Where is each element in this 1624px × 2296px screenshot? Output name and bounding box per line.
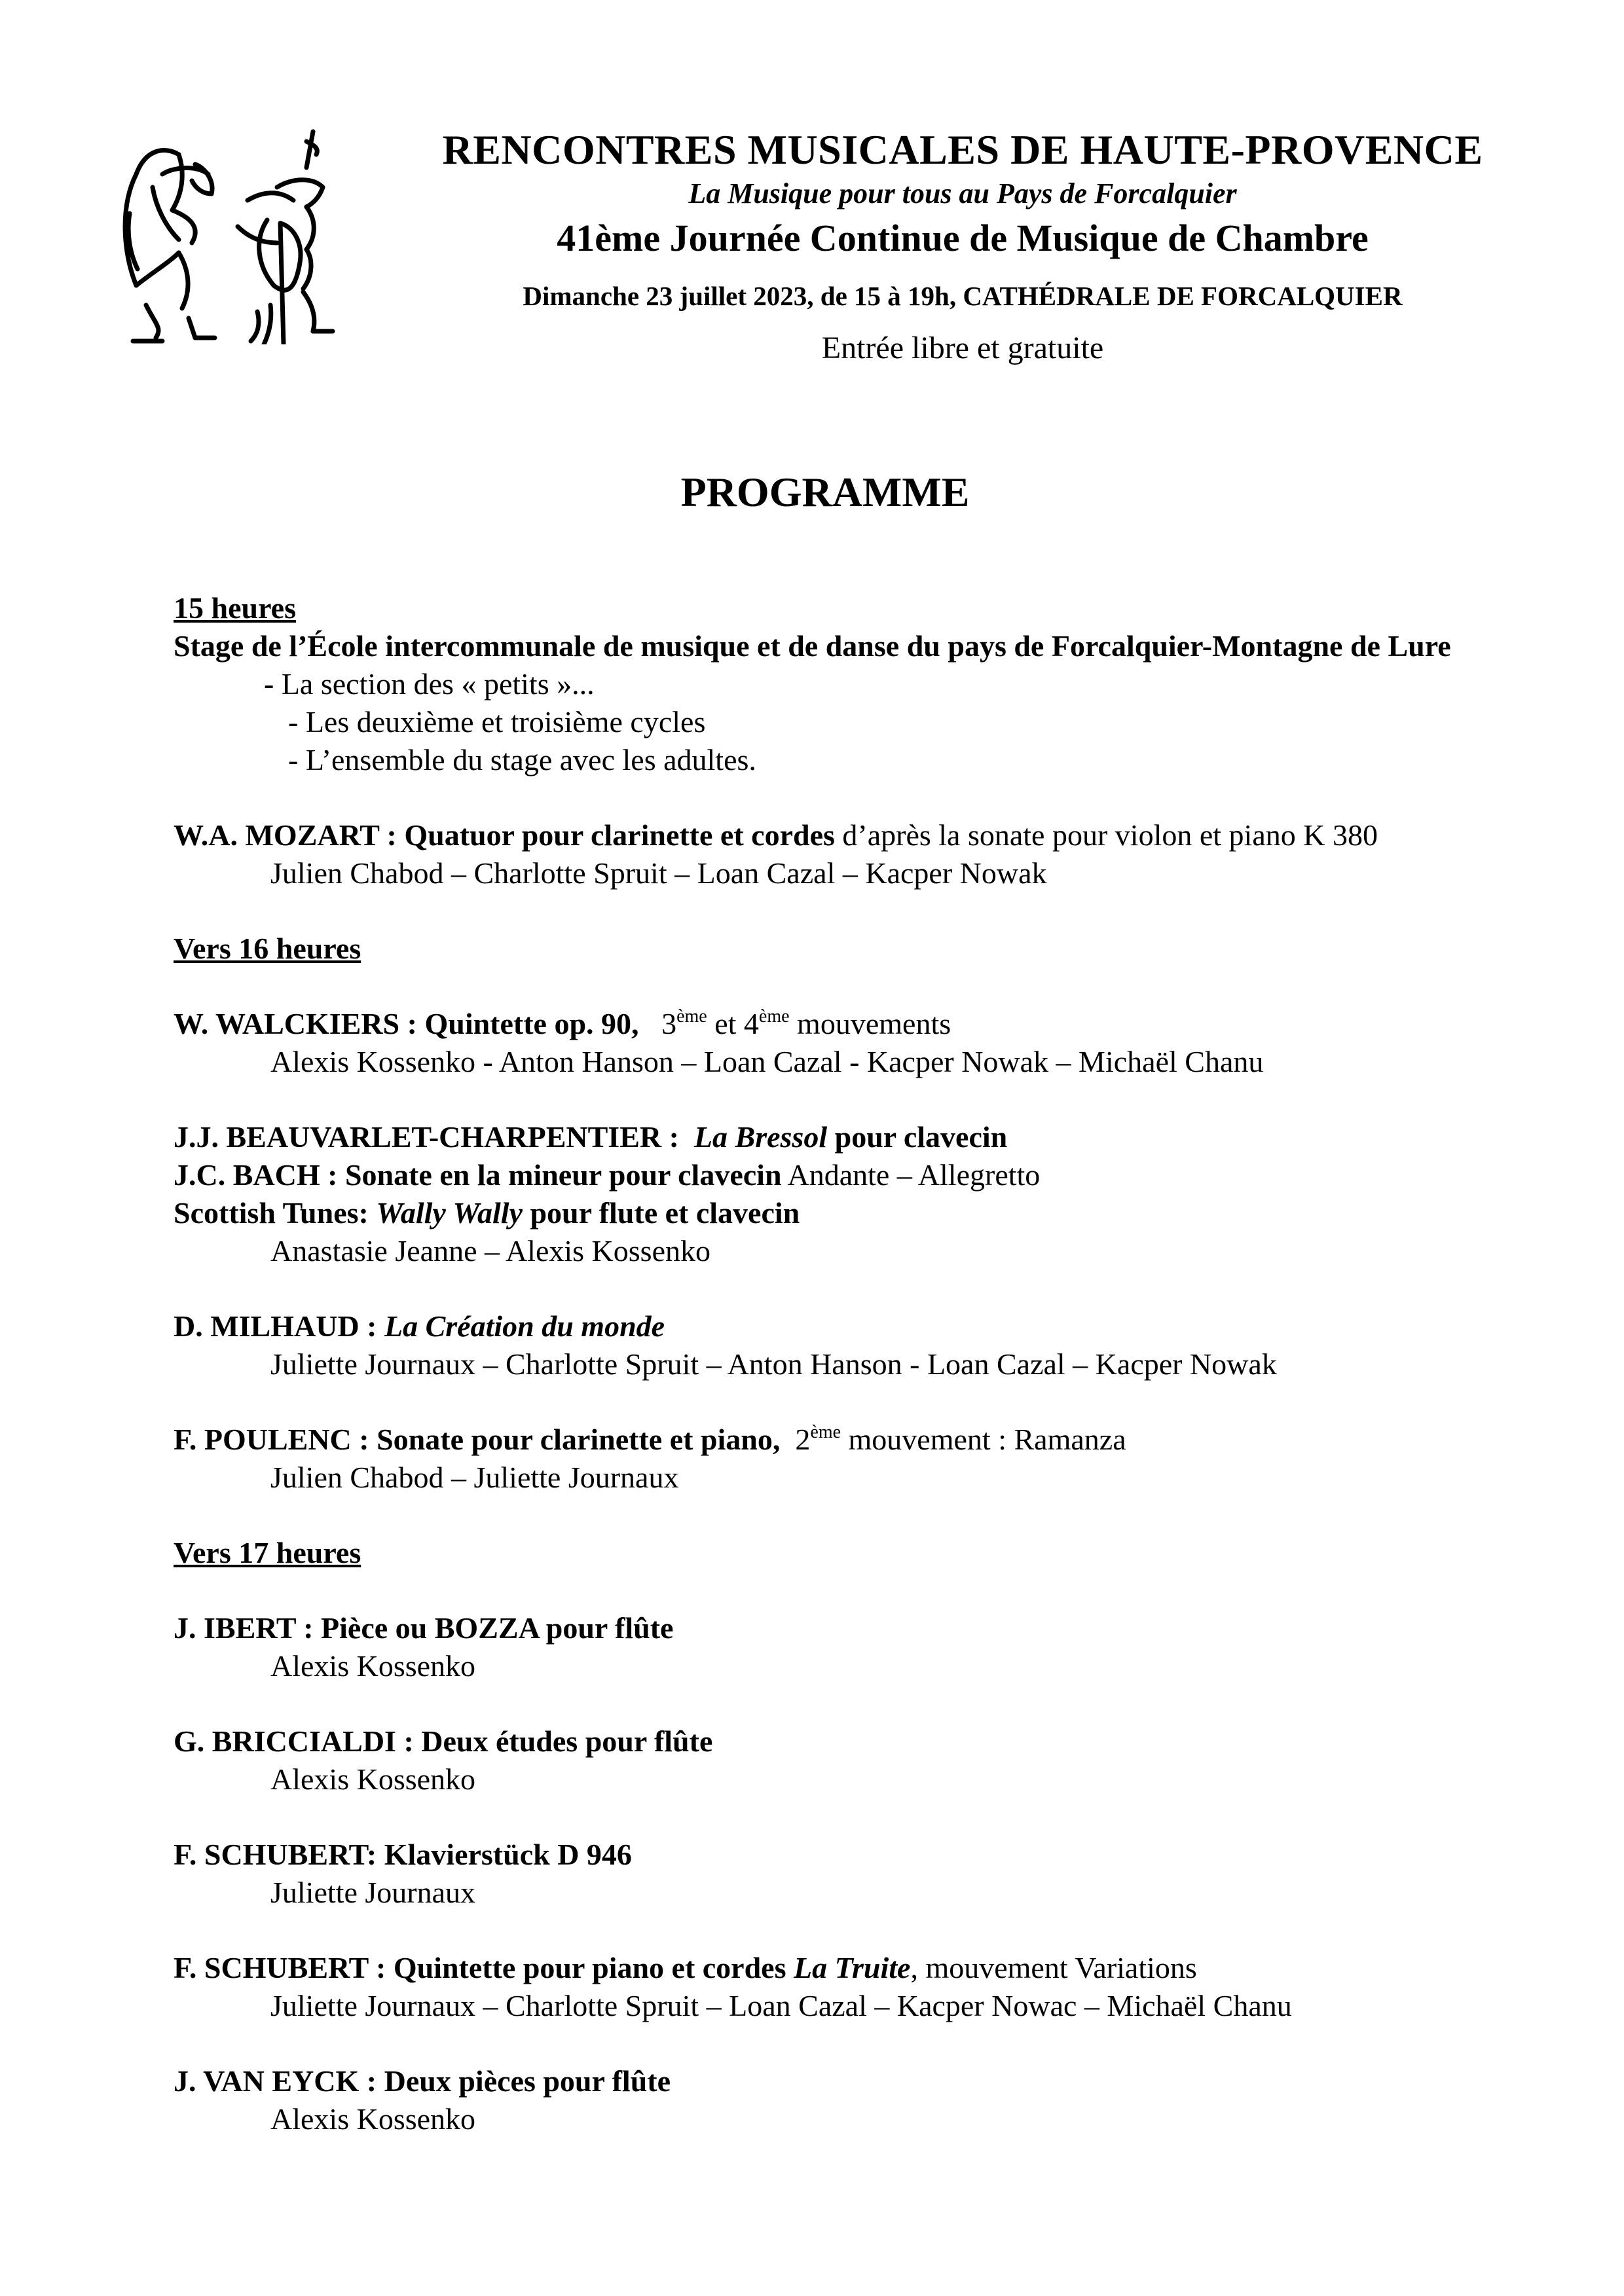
performers: Julien Chabod – Juliette Journaux xyxy=(270,1461,679,1494)
work-detail: mouvements xyxy=(789,1007,951,1040)
event-title: 41ème Journée Continue de Musique de Chambre xyxy=(557,217,1369,259)
ordinal-suffix: ème xyxy=(758,1006,790,1027)
composer: F. SCHUBERT : Quintette pour piano et cordes xyxy=(174,1951,794,1984)
programme-work: J. VAN EYCK : Deux pièces pour flûte xyxy=(174,2064,671,2098)
programme-title: PROGRAMME xyxy=(680,469,970,515)
festival-title: RENCONTRES MUSICALES DE HAUTE-PROVENCE xyxy=(442,126,1483,173)
event-date-place: Dimanche 23 juillet 2023, de 15 à 19h, CATHÉDRALE DE FORCALQUIER xyxy=(523,281,1403,311)
programme-work: G. BRICCIALDI : Deux études pour flûte xyxy=(174,1724,713,1758)
performers: Alexis Kossenko xyxy=(270,2102,476,2136)
programme-work xyxy=(174,1307,1588,1345)
time-heading-17: Vers 17 heures xyxy=(174,1536,361,1569)
programme-work xyxy=(174,1194,1588,1232)
stage-title: Stage de l’École intercommunale de musique et de danse du pays de Forcalquier-Montagne de Lure xyxy=(174,629,1451,663)
work-title: J.C. BACH : Sonate en la mineur pour clavecin xyxy=(174,1158,782,1192)
work-title: F. POULENC : Sonate pour clarinette et piano, xyxy=(174,1423,781,1456)
movement-number: 3 xyxy=(661,1007,677,1040)
programme-work xyxy=(174,816,1588,854)
stage-item-text: La section des « petits »... xyxy=(281,667,595,701)
performers: Alexis Kossenko - Anton Hanson – Loan Cazal - Kacper Nowak – Michaël Chanu xyxy=(270,1045,1264,1078)
ordinal-suffix: ème xyxy=(676,1006,707,1027)
programme-work xyxy=(174,1949,1588,1987)
movement-number: 2 xyxy=(795,1423,811,1456)
programme-work: J. IBERT : Pièce ou BOZZA pour flûte xyxy=(174,1611,674,1645)
ordinal-suffix: ème xyxy=(810,1422,841,1442)
work-detail: mouvement : Ramanza xyxy=(841,1423,1126,1456)
work-title: W. WALCKIERS : Quintette op. 90, xyxy=(174,1007,639,1040)
festival-subtitle: La Musique pour tous au Pays de Forcalquier xyxy=(688,177,1237,210)
performers: Julien Chabod – Charlotte Spruit – Loan Cazal – Kacper Nowak xyxy=(270,856,1047,890)
work-detail: pour clavecin xyxy=(827,1120,1008,1154)
work-detail: Andante – Allegretto xyxy=(781,1158,1041,1192)
work-detail: pour flute et clavecin xyxy=(522,1196,800,1230)
programme-list xyxy=(174,589,1588,2138)
performers: Alexis Kossenko xyxy=(270,1762,476,1796)
time-heading-16: Vers 16 heures xyxy=(174,932,361,965)
stage-item: - Les deuxième et troisième cycles xyxy=(288,705,706,738)
movement-number: et 4 xyxy=(707,1007,759,1040)
time-heading-15: 15 heures xyxy=(174,591,296,625)
stage-item xyxy=(174,665,1588,703)
work-detail: , mouvement Variations xyxy=(910,1951,1197,1984)
performers: Anastasie Jeanne – Alexis Kossenko xyxy=(270,1234,710,1267)
header xyxy=(399,124,1526,369)
stage-item-dash: - xyxy=(264,667,282,701)
composer: Scottish Tunes: xyxy=(174,1196,377,1230)
composer: D. MILHAUD : xyxy=(174,1309,384,1343)
programme-work xyxy=(174,1118,1588,1156)
work-detail: d’après la sonate pour violon et piano K 380 xyxy=(834,818,1378,852)
entry-info: Entrée libre et gratuite xyxy=(821,331,1104,365)
stage-item: - L’ensemble du stage avec les adultes. xyxy=(288,743,756,776)
work-title-italic: La Bressol xyxy=(693,1120,828,1154)
programme-work xyxy=(174,1156,1588,1194)
performers: Alexis Kossenko xyxy=(270,1649,476,1683)
work-title-italic: La Création du monde xyxy=(384,1309,665,1343)
work-title-italic: Wally Wally xyxy=(376,1196,523,1230)
performers: Juliette Journaux – Charlotte Spruit – Loan Cazal – Kacper Nowac – Michaël Chanu xyxy=(270,1989,1292,2022)
programme-work: F. SCHUBERT: Klavierstück D 946 xyxy=(174,1838,632,1871)
programme-work xyxy=(174,1421,1588,1459)
work-title-italic: La Truite xyxy=(794,1951,911,1984)
programme-work xyxy=(174,1005,1588,1043)
work-title: W.A. MOZART : Quatuor pour clarinette et cordes xyxy=(174,818,835,852)
performers: Juliette Journaux xyxy=(270,1876,475,1909)
musicians-logo xyxy=(117,128,342,344)
composer: J.J. BEAUVARLET-CHARPENTIER : xyxy=(174,1120,687,1154)
performers: Juliette Journaux – Charlotte Spruit – Anton Hanson - Loan Cazal – Kacper Nowak xyxy=(270,1347,1277,1381)
